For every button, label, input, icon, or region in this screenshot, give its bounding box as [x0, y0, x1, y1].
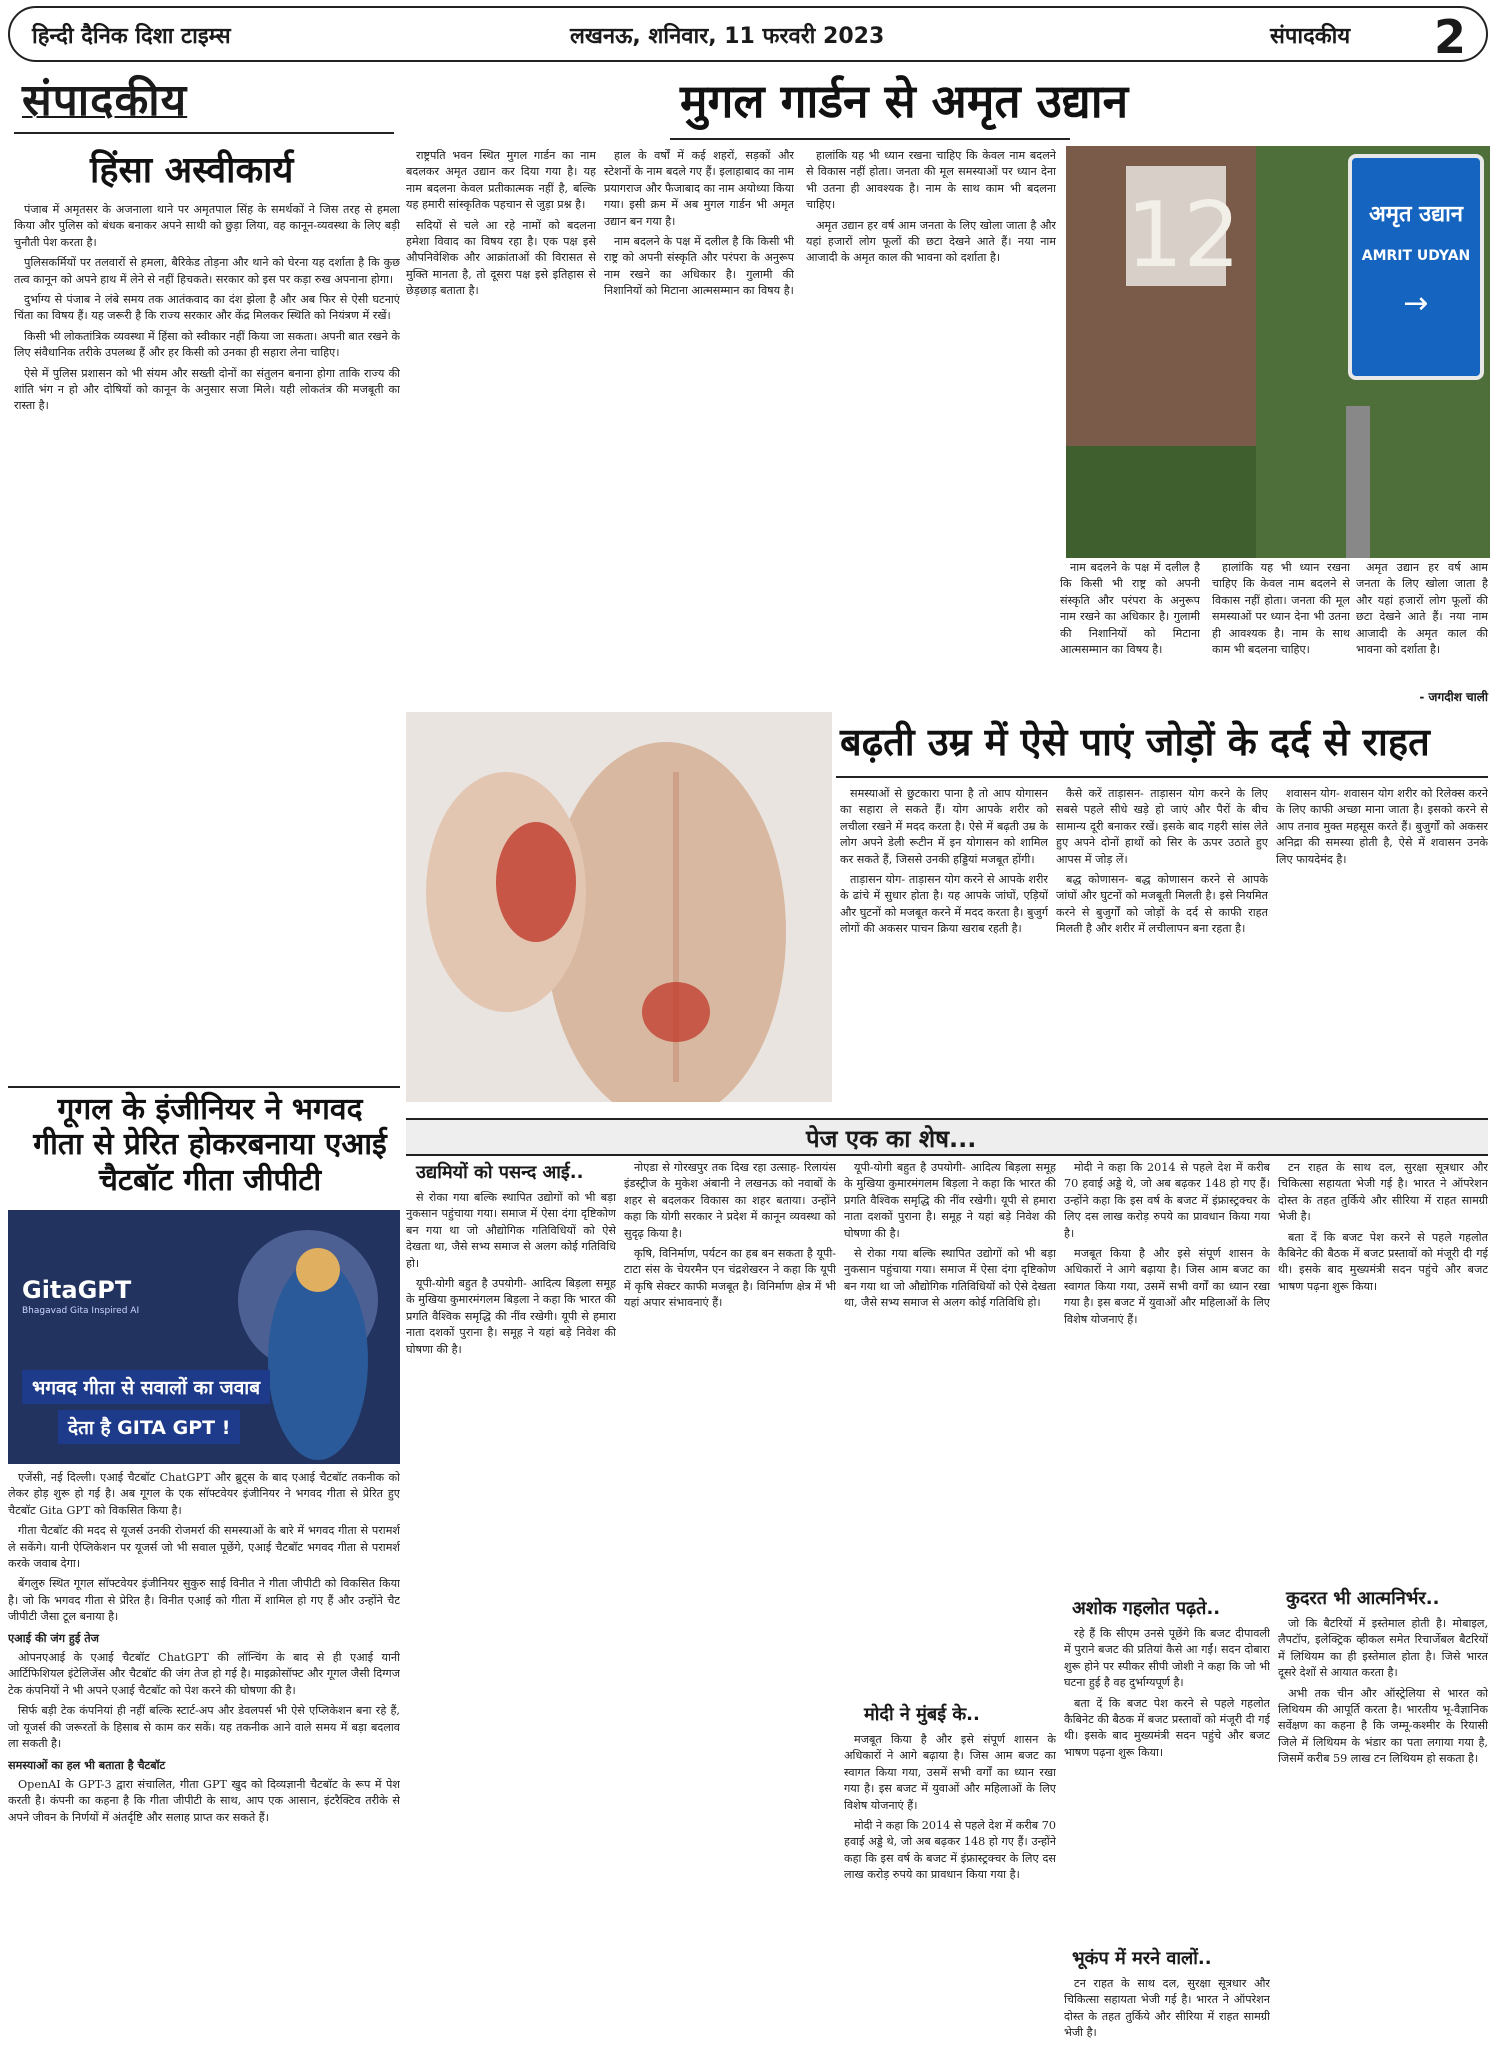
continued-paragraph: से रोका गया बल्कि स्थापित उद्योगों को भी बड़ा नुकसान पहुंचाया गया। समाज में ऐसा दंगा दृष्टिकोण बन गया था जो औद्योगिक गतिविधियों को ऐसे देखता था, जैसे सभ्य समाज से अलग कोई गतिविधि हो।: [406, 1191, 616, 1270]
lead-headline: मुगल गार्डन से अमृत उद्यान: [680, 74, 1129, 128]
lead-paragraph: हालांकि यह भी ध्यान रखना चाहिए कि केवल नाम बदलने से विकास नहीं होता। जनता की मूल समस्याओं पर ध्यान देना भी उतना ही आवश्यक है। नाम के साथ काम भी बदलना चाहिए।: [806, 149, 1056, 212]
health-paragraph: समस्याओं से छुटकारा पाना है तो आप योगासन का सहारा ले सकते हैं। योग आपके शरीर को लचीला रखने में मदद करता है। ऐसे में बढ़ती उम्र के लोग अपने डेली रूटीन में इन योगासन को शामिल कर सकते हैं, जिससे उनकी हड्डियां मजबूत होंगी।: [840, 787, 1048, 866]
continued-paragraph: से रोका गया बल्कि स्थापित उद्योगों को भी बड़ा नुकसान पहुंचाया गया। समाज में ऐसा दंगा दृष्टिकोण बन गया था जो औद्योगिक गतिविधियों को ऐसे देखता था, जैसे सभ्य समाज से अलग कोई गतिविधि हो।: [844, 1247, 1056, 1310]
masthead: [8, 6, 1488, 62]
lead-column: [1060, 560, 1200, 700]
gita-banner-line2: देता है GITA GPT !: [58, 1410, 240, 1444]
continued-paragraph: बता दें कि बजट पेश करने से पहले गहलोत कैबिनेट की बैठक में बजट प्रस्तावों को मंजूरी दी गई थी। इसके बाद मुख्यमंत्री सदन पहुंचे और बजट भाषण पढ़ना शुरू किया।: [1064, 1696, 1270, 1759]
continued-paragraph: मजबूत किया है और इसे संपूर्ण शासन के अधिकारों ने आगे बढ़ाया है। जिस आम बजट का स्वागत किया गया, उसमें सभी वर्गों का ध्यान रखा गया है। इस बजट में युवाओं और महिलाओं के लिए विशेष योजनाएं हैं।: [844, 1733, 1056, 1812]
continued-column: [1064, 1976, 1270, 2042]
page-number: 2: [1433, 10, 1466, 64]
gita-subhead: समस्याओं का हल भी बताता है चैटबॉट: [8, 1757, 166, 1772]
continued-paragraph: टन राहत के साथ दल, सुरक्षा सूत्रधार और चिकित्सा सहायता भेजी गई है। भारत ने ऑपरेशन दोस्त के तहत तुर्किये और सीरिया में राहत सामग्री भेजी है।: [1064, 1977, 1270, 2040]
gita-paragraph: सिर्फ बड़ी टेक कंपनियां ही नहीं बल्कि स्टार्ट-अप और डेवलपर्स भी ऐसे एप्लिकेशन बना रहे हैं, जो यूजर्स की जरूरतों के हिसाब से काम कर सकें। यह तकनीक आने वाले समय में बड़ा बदलाव ला सकती है।: [8, 1704, 400, 1751]
lead-paragraph: सदियों से चले आ रहे नामों को बदलना हमेशा विवाद का विषय रहा है। एक पक्ष इसे औपनिवेशिक और आक्रांताओं की विरासत से मुक्ति मानता है, तो दूसरा पक्ष इसे इतिहास से छेड़छाड़ बताता है।: [406, 218, 596, 298]
continued-column: [624, 1160, 836, 2042]
health-paragraph: बद्ध कोणासन- बद्ध कोणासन करने से आपके जांघों और घुटनों को मजबूती मिलती है। इसे नियमित करने से बुजुर्गों को जोड़ों के दर्द से काफी राहत मिलती है और शरीर में लचीलापन बना रहता है।: [1056, 873, 1268, 936]
continued-heading: कुदरत भी आत्मनिर्भर..: [1286, 1588, 1440, 1609]
back-pain-art: [406, 712, 832, 1102]
gita-subhead: एआई की जंग हुई तेज: [8, 1630, 99, 1645]
continued-column: [1064, 1160, 1270, 1590]
continued-heading: मोदी ने मुंबई के..: [864, 1704, 980, 1725]
continued-heading: भूकंप में मरने वालों..: [1072, 1948, 1212, 1969]
health-column: [1056, 786, 1268, 1126]
lead-paragraph: नाम बदलने के पक्ष में दलील है कि किसी भी राष्ट्र को अपनी संस्कृति और परंपरा के अनुरूप नाम रखने का अधिकार है। गुलामी की निशानियों को मिटाना आत्मसम्मान का विषय है।: [1060, 561, 1200, 657]
continued-paragraph: कृषि, विनिर्माण, पर्यटन का हब बन सकता है यूपी- टाटा संस के चेयरमैन एन चंद्रशेखरन ने कहा कि यूपी में कृषि सेक्टर काफी मजबूत है। विनिर्माण क्षेत्र में भी यहां अपार संभावनाएं हैं।: [624, 1247, 836, 1310]
lead-paragraph: हालांकि यह भी ध्यान रखना चाहिए कि केवल नाम बदलने से विकास नहीं होता। जनता की मूल समस्याओं पर ध्यान देना भी उतना ही आवश्यक है। नाम के साथ काम भी बदलना चाहिए।: [1212, 561, 1350, 657]
svg-text:12: 12: [1126, 183, 1241, 288]
gita-tagline: Bhagavad Gita Inspired AI: [22, 1306, 140, 1316]
continued-paragraph: टन राहत के साथ दल, सुरक्षा सूत्रधार और चिकित्सा सहायता भेजी गई है। भारत ने ऑपरेशन दोस्त के तहत तुर्किये और सीरिया में राहत सामग्री भेजी है।: [1278, 1161, 1488, 1224]
divider: [8, 1086, 400, 1088]
continued-paragraph: बता दें कि बजट पेश करने से पहले गहलोत कैबिनेट की बैठक में बजट प्रस्तावों को मंजूरी दी गई थी। इसके बाद मुख्यमंत्री सदन पहुंचे और बजट भाषण पढ़ना शुरू किया।: [1278, 1230, 1488, 1293]
editorial-body: [14, 202, 400, 1078]
health-paragraph: शवासन योग- शवासन योग शरीर को रिलेक्स करने के लिए काफी अच्छा माना जाता है। इसको करने से आप तनाव मुक्त महसूस करते हैं। बुजुर्गों को अकसर अनिद्रा की समस्या होती है, ऐसे में शवासन उनके लिए फायदेमंद है।: [1276, 787, 1488, 866]
health-column: [1276, 786, 1488, 1126]
arrow-right-icon: →: [1403, 286, 1429, 321]
sign-board: [1348, 154, 1484, 380]
lead-column: [1356, 560, 1488, 686]
lead-column: [406, 148, 596, 708]
divider: [670, 138, 1070, 140]
divider: [14, 132, 394, 134]
continued-paragraph: जो कि बैटरियों में इस्तेमाल होती है। मोबाइल, लैपटॉप, इलेक्ट्रिक व्हीकल समेत रिचार्जेबल बैटरियों में लिथियम का ही इस्तेमाल होता है। जिसे भारत दूसरे देशों से आयात करता है।: [1278, 1617, 1488, 1680]
sign-english: AMRIT UDYAN: [1361, 248, 1471, 264]
gita-photo: [8, 1210, 400, 1464]
gita-paragraph: गीता चैटबॉट की मदद से यूजर्स उनकी रोजमर्रा की समस्याओं के बारे में भगवद गीता से परामर्श ले सकेंगे। यानी ऐप्लिकेशन पर यूजर्स जो भी सवाल पूछेंगे, एआई चैटबॉट भगवद गीता से परामर्श करके जवाब देगा।: [8, 1524, 400, 1571]
lead-paragraph: हाल के वर्षों में कई शहरों, सड़कों और स्टेशनों के नाम बदले गए हैं। इलाहाबाद का नाम प्रयागराज और फैजाबाद का नाम अयोध्या किया गया। इसी क्रम में अब मुगल गार्डन भी अमृत उद्यान बन गया है।: [604, 149, 794, 228]
gita-banner-line1: भगवद गीता से सवालों का जवाब: [22, 1370, 270, 1404]
continued-banner-text: पेज एक का शेष...: [806, 1125, 977, 1153]
lead-photo: [1066, 146, 1490, 558]
continued-column: [844, 1732, 1056, 2042]
lead-column: [604, 148, 794, 708]
gita-headline: गूगल के इंजीनियर ने भगवद गीता से प्रेरित होकरबनाया एआई चैटबॉट गीता जीपीटी: [33, 1092, 387, 1198]
continued-paragraph: अभी तक चीन और ऑस्ट्रेलिया से भारत को लिथियम की आपूर्ति करता है। भारतीय भू-वैज्ञानिक सर्वेक्षण का कहना है कि जम्मू-कश्मीर के रियासी जिले में लिथियम के भंडार का पता लगाया गया है, जिसमें करीब 59 लाख टन लिथियम हो सकता है।: [1278, 1686, 1488, 1766]
gita-paragraph: OpenAI के GPT-3 द्वारा संचालित, गीता GPT खुद को दिव्यज्ञानी चैटबॉट के रूप में पेश करती है। कंपनी का कहना है कि गीता जीपीटी के साथ, आप एक आसान, इंटरैक्टिव तरीके से अपने जीवन के निर्णयों में अंतर्दृष्टि और सलाह प्राप्त कर सकते हैं।: [8, 1777, 400, 1824]
continued-column: [1278, 1160, 1488, 1580]
paper-name: हिन्दी दैनिक दिशा टाइम्स: [32, 24, 231, 49]
lead-paragraph: अमृत उद्यान हर वर्ष आम जनता के लिए खोला जाता है और यहां हजारों लोग फूलों की छटा देखने आते हैं। नया नाम आजादी के अमृत काल की भावना को दर्शाता है।: [1356, 561, 1488, 657]
divider: [836, 776, 1488, 778]
sign-hindi: अमृत उद्यान: [1369, 202, 1463, 227]
lead-byline: - जगदीश चाली: [1419, 690, 1488, 704]
continued-paragraph: नोएडा से गोरखपुर तक दिख रहा उत्साह- रिलायंस इंडस्ट्रीज के मुकेश अंबानी ने लखनऊ को नवाबों के शहर से बदलकर विकास का शहर बताया। उन्होंने कहा कि योगी सरकार ने प्रदेश में कानून व्यवस्था को सुदृढ़ किया है।: [624, 1161, 836, 1240]
continued-paragraph: रहे हैं कि सीएम उनसे पूछेंगे कि बजट दीपावली में पुराने बजट की प्रतियां कैसे आ गईं। सदन दोबारा शुरू होने पर स्पीकर सीपी जोशी ने कहा कि जो भी घटना हुई है वह दुर्भाग्यपूर्ण है।: [1064, 1627, 1270, 1690]
continued-heading: अशोक गहलोत पढ़ते..: [1072, 1598, 1221, 1619]
continued-column: [1278, 1616, 1488, 2042]
health-paragraph: कैसे करें ताड़ासन- ताड़ासन योग करने के लिए सबसे पहले सीधे खड़े हो जाएं और पैरों के बीच सामान्य दूरी बनाकर रखें। इसके बाद गहरी सांस लेते हुए अपने दोनों हाथों को सिर के ऊपर उठाते हुए आपस में जोड़ लें।: [1056, 787, 1268, 866]
section-title: संपादकीय: [22, 75, 188, 126]
section-label: संपादकीय: [1270, 24, 1351, 49]
continued-paragraph: मोदी ने कहा कि 2014 से पहले देश में करीब 70 हवाई अड्डे थे, जो अब बढ़कर 148 हो गए हैं। उन्होंने कहा कि इस वर्ष के बजट में इंफ्रास्ट्रक्चर के लिए दस लाख करोड़ रुपये का प्रावधान किया गया है।: [1064, 1161, 1270, 1240]
continued-column: [406, 1190, 616, 2042]
gita-brand: GitaGPT: [22, 1276, 132, 1304]
editorial-paragraph: पंजाब में अमृतसर के अजनाला थाने पर अमृतपाल सिंह के समर्थकों ने जिस तरह से हमला किया और पुलिस को बंधक बनाकर अपने साथी को छुड़ा लिया, वह कानून-व्यवस्था के लिए बड़ी चुनौती पेश करता है।: [14, 203, 400, 249]
continued-banner: [406, 1118, 1488, 1156]
health-column: [840, 786, 1048, 1126]
gita-paragraph: बेंगलुरु स्थित गूगल सॉफ्टवेयर इंजीनियर सुकुरु साई विनीत ने गीता जीपीटी को विकसित किया है। जो कि भगवद गीता से प्रेरित है। विनीत एआई को गीता में शामिल हो गए हैं और उन्होंने चैट जीपीटी जैसा टूल बनाया है।: [8, 1577, 400, 1624]
lead-paragraph: अमृत उद्यान हर वर्ष आम जनता के लिए खोला जाता है और यहां हजारों लोग फूलों की छटा देखने आते हैं। नया नाम आजादी के अमृत काल की भावना को दर्शाता है।: [806, 218, 1056, 265]
continued-column: [1064, 1626, 1270, 1936]
continued-paragraph: मोदी ने कहा कि 2014 से पहले देश में करीब 70 हवाई अड्डे थे, जो अब बढ़कर 148 हो गए हैं। उन्होंने कहा कि इस वर्ष के बजट में इंफ्रास्ट्रक्चर के लिए दस लाख करोड़ रुपये का प्रावधान किया गया है।: [844, 1819, 1056, 1882]
continued-paragraph: मजबूत किया है और इसे संपूर्ण शासन के अधिकारों ने आगे बढ़ाया है। जिस आम बजट का स्वागत किया गया, उसमें सभी वर्गों का ध्यान रखा गया है। इस बजट में युवाओं और महिलाओं के लिए विशेष योजनाएं हैं।: [1064, 1247, 1270, 1326]
date-line: लखनऊ, शनिवार, 11 फरवरी 2023: [570, 24, 885, 49]
lead-column: [1212, 560, 1350, 700]
continued-heading: उद्यमियों को पसन्द आई..: [416, 1162, 584, 1183]
health-headline: बढ़ती उम्र में ऐसे पाएं जोड़ों के दर्द से राहत: [840, 720, 1430, 764]
health-paragraph: ताड़ासन योग- ताड़ासन योग करने से आपके शरीर के ढांचे में सुधार होता है। यह आपके जांघों, एड़ियों और घुटनों को मजबूत करने में मदद करता है। बुजुर्ग लोगों की अकसर पाचन क्रिया खराब रहती है।: [840, 873, 1048, 936]
health-photo: [406, 712, 832, 1102]
continued-column: [844, 1160, 1056, 1690]
gita-body: [8, 1470, 400, 2042]
editorial-paragraph: ऐसे में पुलिस प्रशासन को भी संयम और सख्ती दोनों का संतुलन बनाना होगा ताकि राज्य की शांति भंग न हो और दोषियों को कानून के अनुसार सजा मिले। यही लोकतंत्र की मजबूती का रास्ता है।: [14, 366, 400, 413]
editorial-headline: हिंसा अस्वीकार्य: [90, 150, 294, 191]
gita-paragraph: एजेंसी, नई दिल्ली। एआई चैटबॉट ChatGPT और ब्रुट्स के बाद एआई चैटबॉट तकनीक को लेकर होड़ शुरू हो गई है। अब गूगल के एक सॉफ्टवेयर इंजीनियर ने भगवद गीता से प्रेरित हुए चैटबॉट Gita GPT को विकसित किया है।: [8, 1471, 400, 1517]
gita-paragraph: ओपनएआई के एआई चैटबॉट ChatGPT की लॉन्चिंग के बाद से ही एआई यानी आर्टिफिशियल इंटेलिजेंस और चैटबॉट की जंग तेज हो गई है। माइक्रोसॉफ्ट और गूगल जैसी दिग्गज टेक कंपनियों ने भी अपने एआई चैटबॉट को पेश करने की घोषणा की है।: [8, 1651, 400, 1697]
continued-paragraph: यूपी-योगी बहुत है उपयोगी- आदित्य बिड़ला समूह के मुखिया कुमारमंगलम बिड़ला ने कहा कि भारत की प्रगति वैश्विक समृद्धि की नींव रखेगी। यूपी से हमारा नाता दशकों पुराना है। समूह ने यहां बड़े निवेश की घोषणा की है।: [844, 1161, 1056, 1240]
lead-column: [806, 148, 1056, 708]
editorial-paragraph: किसी भी लोकतांत्रिक व्यवस्था में हिंसा को स्वीकार नहीं किया जा सकता। अपनी बात रखने के लिए संवैधानिक तरीके उपलब्ध हैं और हर किसी को उनका ही सहारा लेना चाहिए।: [14, 329, 400, 360]
continued-paragraph: यूपी-योगी बहुत है उपयोगी- आदित्य बिड़ला समूह के मुखिया कुमारमंगलम बिड़ला ने कहा कि भारत की प्रगति वैश्विक समृद्धि की नींव रखेगी। यूपी से हमारा नाता दशकों पुराना है। समूह ने यहां बड़े निवेश की घोषणा की है।: [406, 1277, 616, 1356]
editorial-paragraph: पुलिसकर्मियों पर तलवारों से हमला, बैरिकेड तोड़ना और थाने को घेरना यह दर्शाता है कि कुछ तत्व कानून को अपने हाथ में लेने से नहीं हिचकते। सरकार को इस पर कड़ा रुख अपनाना होगा।: [14, 256, 400, 286]
lead-paragraph: राष्ट्रपति भवन स्थित मुगल गार्डन का नाम बदलकर अमृत उद्यान कर दिया गया है। यह नाम बदलना केवल प्रतीकात्मक नहीं है, बल्कि यह हमारी सांस्कृतिक पहचान से जुड़ा प्रश्न है।: [406, 149, 596, 212]
editorial-paragraph: दुर्भाग्य से पंजाब ने लंबे समय तक आतंकवाद का दंश झेला है और अब फिर से ऐसी घटनाएं चिंता का विषय हैं। यह जरूरी है कि राज्य सरकार और केंद्र मिलकर स्थिति को नियंत्रण में रखें।: [14, 293, 400, 323]
lead-paragraph: नाम बदलने के पक्ष में दलील है कि किसी भी राष्ट्र को अपनी संस्कृति और परंपरा के अनुरूप नाम रखने का अधिकार है। गुलामी की निशानियों को मिटाना आत्मसम्मान का विषय है।: [604, 235, 794, 298]
